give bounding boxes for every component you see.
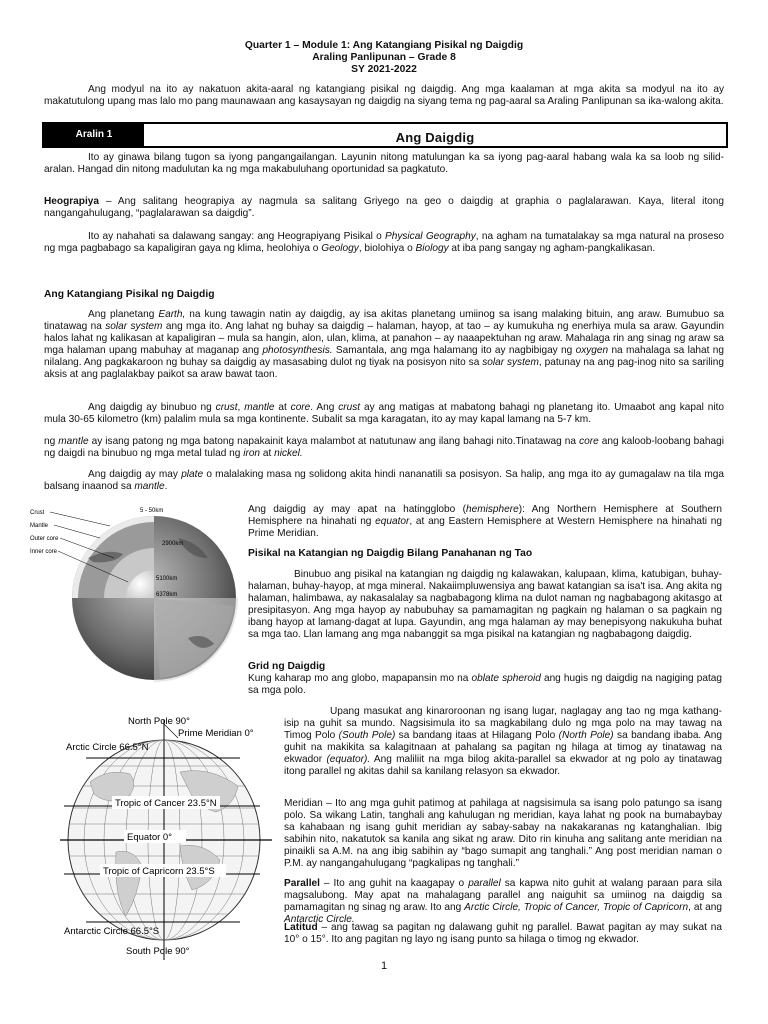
header-line-1: Quarter 1 – Module 1: Ang Katangiang Pisikal ng Daigdig (244, 40, 524, 51)
earth-paragraph: Ang planetang Earth, na kung tawagin natin ay daigdig, ay isa akitas planetang umiinog sa isang malaking bituin, ang araw. Bumubuo sa tinatawag na solar system ang mga ito. Ang lahat ng buhay sa daigdig – halaman, hayop, at tao – ay kumukuha ng enerhiya mula sa araw. Gayundin halos lahat ng kalikasan at kapaligiran – mula sa hangin, alon, ulan, klima, at panahon – ay naaapektuhan ng araw. Mahalaga rin ang sinag ng araw sa mga halaman upang mabuhay at maganap ang photosynthesis. Samantala, ang mga halamang ito ay nagbibigay ng oxygen na mahalaga sa lahat ng nilalang. Ang pagkakaroon ng buhay sa daigdig ay masasabing dulot ng tiyak na posisyon nito sa solar system, patunay na ang pag-inog nito sa sariling aksis at ang paglalakbay paikot sa araw bawat taon. (44, 309, 725, 380)
intro-paragraph: Ang modyul na ito ay nakatuon akita-aaral ng katangiang pisikal ng daigdig. Ang mga kaalaman at mga akita sa modyul na ito ay makatutulong upang mas lalo mo pang maunawaan ang kasaysayan ng daigdig na siyang tema ng pag-aaral sa Araling Panlipunan sa ika-walong akita. (44, 84, 724, 107)
label-arctic-circle: Arctic Circle 66.5°N (66, 742, 149, 753)
depth-outer-core: 5100km (156, 576, 178, 582)
aralin-tag: Aralin 1 (44, 124, 144, 146)
page-number: 1 (380, 960, 388, 972)
label-prime-meridian: Prime Meridian 0° (178, 728, 254, 739)
globe-latitude-diagram (60, 712, 272, 962)
label-south-pole: South Pole 90° (126, 946, 190, 957)
label-inner-core: Inner core (30, 549, 58, 555)
layers-paragraph: Ang daigdig ay binubuo ng crust, mantle at core. Ang crust ay ang matigas at mabatong bahagi ng planetang ito. Umaabot ang kapal nito mula 30-65 kilometro (km) palalim mula sa mga kontinente. Subalit sa mga karagatan, ito ay may kapal lamang na 5-7 km. (44, 402, 724, 425)
plate-paragraph: Ang daigdig ay may plate o malalaking masa ng solidong akita hindi nananatili sa posisyon. Sa halip, ang mga ito ay gumagalaw na tila mga balsang inaanod sa mantle. (44, 469, 724, 492)
parallel-paragraph: Parallel – Ito ang guhit na kaagapay o parallel sa kapwa nito guhit at walang paraan para sila magsalubong. May apat na mahalagang parallel ang naiguhit sa umiinog na daigdig sa pamamagitan ng sinag ng araw. Ito ang Arctic Circle, Tropic of Cancer, Tropic of Capricorn, at ang Antarctic Circle. (284, 878, 723, 925)
section-heading-katangiang-pisikal: Ang Katangiang Pisikal ng Daigdig (44, 289, 215, 300)
label-tropic-cancer: Tropic of Cancer 23.5°N (115, 798, 217, 809)
heograpiya-term: Heograpiya (44, 196, 99, 207)
lines-paragraph: Upang masukat ang kinaroroonan ng isang lugar, naglagay ang tao ng mga kathang-isip na guhit sa mundo. Nagsisimula ito sa magkabilang dulo ng mga polo na may tawag na Timog Polo (South Pole) sa bandang itaas at Hilagang Polo (North Pole) sa bandang ibaba. Ang guhit na makikita sa kalagitnaan at pahalang sa pagitan ng hilaga at timog ay tinatawag na ekwador (equator). Ang maliliit na mga bilog akita-parallel sa ekwador at ng polo ay tinatawag itong parallel ng akitas dahil sa kanilang relasyon sa ekwador. (284, 706, 723, 777)
depth-inner-core: 6378km (156, 592, 178, 598)
label-outer-core: Outer core (30, 536, 59, 542)
aralin-banner (42, 122, 728, 148)
label-tropic-capricorn: Tropic of Capricorn 23.5°S (103, 866, 215, 877)
mantle-paragraph: ng mantle ay isang patong ng mga batong napakainit kaya malambot at natutunaw ang ilang bahagi nito.Tinatawag na core ang kaloob-loobang bahagi ng daigdi na binubuo ng mga metal tulad ng iron at nickel. (44, 436, 724, 459)
depth-mantle: 2900km (162, 541, 184, 547)
meridian-paragraph: Meridian – Ito ang mga guhit patimog at pahilaga at nagsisimula sa isang polo patungo sa isang polo. Sa wikang Latin, tanghali ang kahulugan ng meridian, kaya lahat ng pook na bumabaybay sa kahabaan ng isang guhit meridian ay sabay-sabay na nakakaranas ng katanghalian. Ibig sabihin nito, nakatutok sa kanila ang sikat ng araw. Dito rin kinuha ang salitang ante meridian na pinaikli sa A.M. na ang ibig sabihin ay “bago sumapit ang tanghali.” Ang post meridian naman o P.M. ay nangangahulugang “pagkalipas ng tanghali.” (284, 798, 722, 869)
earth-layers-diagram (28, 498, 240, 684)
grid-paragraph: Kung kaharap mo ang globo, mapapansin mo na oblate spheroid ang hugis ng daigdig na nagiging patag sa mga polo. (248, 673, 722, 696)
label-crust: Crust (30, 510, 45, 516)
section-heading-panahanan: Pisikal na Katangian ng Daigdig Bilang Panahanan ng Tao (248, 548, 533, 559)
label-antarctic-circle: Antarctic Circle 66.5°S (64, 926, 160, 937)
aralin-title: Ang Daigdig (395, 130, 475, 145)
heograpiya-paragraph: Heograpiya – Ang salitang heograpiya ay nagmula sa salitang Griyego na geo o daigdig at graphia o paglalarawan. Kaya, literal itong nangangahulugang, “paglalarawan sa daigdig”. (44, 196, 724, 219)
header-line-3: SY 2021-2022 (351, 64, 417, 75)
depth-crust: 5 - 50km (140, 508, 164, 514)
hemisphere-paragraph: Ang daigdig ay may apat na hatingglobo (hemisphere): Ang Northern Hemisphere at Southern Hemisphere na hinahati ng equator, at ang Eastern Hemisphere at Western Hemisphere na hinahati ng Prime Meridian. (248, 504, 722, 539)
label-mantle: Mantle (30, 523, 49, 529)
section-heading-grid: Grid ng Daigdig (248, 661, 326, 672)
label-equator: Equator 0° (127, 832, 172, 843)
branches-paragraph: Ito ay nahahati sa dalawang sangay: ang Heograpiyang Pisikal o Physical Geography, na agham na tumatalakay sa mga natural na proseso ng mga pagbabago sa kapaligiran gaya ng klima, heolohiya o Geology, biolohiya o Biology at iba pang sangay ng agham-pangkalikasan. (44, 231, 724, 254)
purpose-paragraph: Ito ay ginawa bilang tugon sa iyong pangangailangan. Layunin nitong matulungan ka sa iyong pag-aaral habang wala ka sa loob ng silid-aralan. Hangad din nitong madulutan ka ng mga makabuluhang oportunidad sa pagkatuto. (44, 152, 724, 175)
label-north-pole: North Pole 90° (128, 716, 190, 727)
latitud-paragraph: Latitud – ang tawag sa pagitan ng dalawang guhit ng parallel. Bawat pagitan ay may sukat na 10° o 15°. Ito ang pagitan ng layo ng isang punto sa hilaga o timog ng ekwador. (284, 922, 722, 945)
pisikal-paragraph: Binubuo ang pisikal na katangian ng daigdig ng kalawakan, kalupaan, klima, katubigan, buhay-halaman, buhay-hayop, at mga mineral. Nakaiimpluwensiya ang bawat katangian sa isa't isa. Ang akita ng halaman, halimbawa, ay nakasalalay sa nagbabagong klima na dulot naman ng nagbabagong akitasgo at presipitasyon. Ang mga hayop ay nabubuhay sa pamamagitan ng pagkain ng halaman o sa pagkain ng ibang hayop at lamang-dagat at lupa. Gayundin, ang mga halaman ay may benepisyong nakukuha buhat sa mga tao. Llan lamang ang mga nabanggit sa mga pisikal na katangian ng nagbabagong daigdig. (248, 569, 722, 640)
header-line-2: Araling Panlipunan – Grade 8 (312, 52, 456, 63)
